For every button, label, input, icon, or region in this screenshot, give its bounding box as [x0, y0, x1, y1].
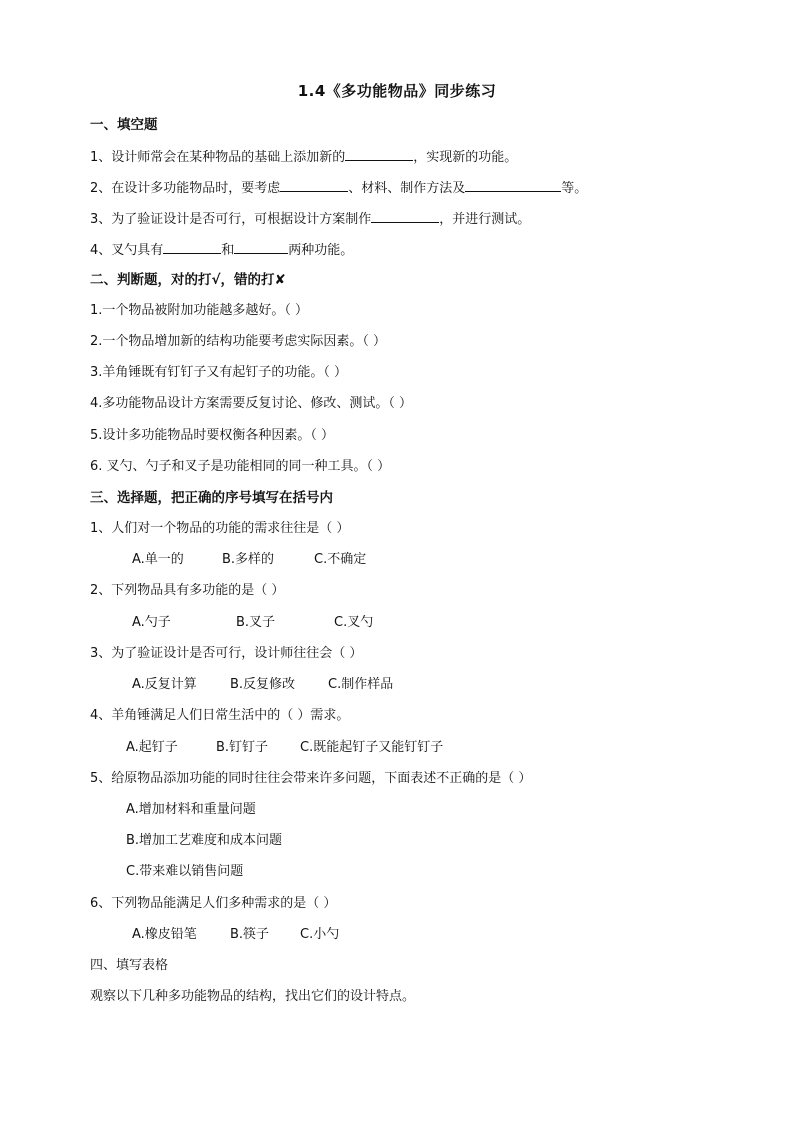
- choice-q4-options: [126, 739, 443, 757]
- fill-q2-blank-1[interactable]: [280, 178, 348, 192]
- choice-question-2: 2、下列物品具有多功能的是（ ）: [90, 583, 285, 598]
- choice-q2-option-c[interactable]: C.叉勺: [334, 615, 374, 630]
- choice-q5-option-c[interactable]: C.带来难以销售问题: [126, 864, 244, 879]
- judge-question-4: 4.多功能物品设计方案需要反复讨论、修改、测试。（ ）: [90, 396, 413, 411]
- judge-question-5: 5.设计多功能物品时要权衡各种因素。（ ）: [90, 428, 335, 443]
- judge-question-6: 6. 叉勺、勺子和叉子是功能相同的同一种工具。（ ）: [90, 459, 391, 474]
- section2-heading: 二、判断题，对的打√，错的打✘: [90, 272, 286, 288]
- choice-q5-option-a[interactable]: A.增加材料和重量问题: [126, 802, 256, 817]
- choice-q6-option-b[interactable]: B.筷子: [230, 927, 270, 942]
- choice-q1-option-a[interactable]: A.单一的: [132, 552, 184, 567]
- fill-q4-text-mid: 和: [221, 243, 235, 258]
- choice-q3-option-b[interactable]: B.反复修改: [230, 677, 296, 692]
- fill-question-3: [90, 209, 530, 229]
- judge-question-2: 2.一个物品增加新的结构功能要考虑实际因素。（ ）: [90, 334, 387, 349]
- section4-instruction: 观察以下几种多功能物品的结构，找出它们的设计特点。: [90, 989, 416, 1004]
- choice-question-6: 6、下列物品能满足人们多种需求的是（ ）: [90, 896, 337, 911]
- choice-q5-option-b[interactable]: B.增加工艺难度和成本问题: [126, 833, 283, 848]
- choice-q2-options: [132, 614, 373, 632]
- fill-q4-text-post: 两种功能。: [288, 243, 354, 258]
- choice-q1-options: [132, 551, 366, 569]
- fill-q2-text-post: 等。: [561, 181, 588, 196]
- section4-heading: 四、填写表格: [90, 958, 169, 973]
- section1-heading: 一、填空题: [90, 117, 158, 133]
- choice-q4-option-c[interactable]: C.既能起钉子又能钉钉子: [300, 740, 444, 755]
- choice-q4-option-b[interactable]: B.钉钉子: [216, 740, 269, 755]
- section3-heading: 三、选择题，把正确的序号填写在括号内: [90, 490, 333, 506]
- choice-question-3: 3、为了验证设计是否可行，设计师往往会（ ）: [90, 646, 363, 661]
- fill-q1-blank[interactable]: [345, 147, 413, 161]
- judge-question-1: 1.一个物品被附加功能越多越好。（ ）: [90, 303, 309, 318]
- fill-q4-blank-2[interactable]: [234, 240, 288, 254]
- fill-question-4: [90, 240, 353, 260]
- fill-q1-text-pre: 1、设计师常会在某种物品的基础上添加新的: [90, 150, 346, 165]
- page-title: 1.4《多功能物品》同步练习: [297, 82, 497, 100]
- choice-q2-option-a[interactable]: A.勺子: [132, 615, 171, 630]
- fill-q2-text-pre: 2、在设计多功能物品时，要考虑: [90, 181, 281, 196]
- choice-question-5: 5、给原物品添加功能的同时往往会带来许多问题，下面表述不正确的是（ ）: [90, 771, 532, 786]
- choice-q3-option-c[interactable]: C.制作样品: [328, 677, 394, 692]
- choice-q6-option-c[interactable]: C.小勺: [300, 927, 340, 942]
- fill-q3-text-pre: 3、为了验证设计是否可行，可根据设计方案制作: [90, 212, 372, 227]
- choice-q1-option-c[interactable]: C.不确定: [314, 552, 367, 567]
- choice-q3-options: [132, 676, 393, 694]
- choice-q1-option-b[interactable]: B.多样的: [222, 552, 275, 567]
- fill-q4-text-pre: 4、叉勺具有: [90, 243, 164, 258]
- fill-q4-blank-1[interactable]: [163, 240, 221, 254]
- fill-q2-text-mid: 、材料、制作方法及: [348, 181, 466, 196]
- fill-question-1: [90, 147, 517, 167]
- choice-q4-option-a[interactable]: A.起钉子: [126, 740, 178, 755]
- fill-q1-text-post: ，实现新的功能。: [413, 150, 518, 165]
- choice-q6-option-a[interactable]: A.橡皮铅笔: [132, 927, 197, 942]
- fill-q2-blank-2[interactable]: [465, 178, 561, 192]
- choice-question-4: 4、羊角锤满足人们日常生活中的（ ）需求。: [90, 708, 350, 723]
- choice-q6-options: [132, 926, 339, 944]
- judge-question-3: 3.羊角锤既有钉钉子又有起钉子的功能。（ ）: [90, 365, 348, 380]
- choice-q3-option-a[interactable]: A.反复计算: [132, 677, 197, 692]
- choice-question-1: 1、人们对一个物品的功能的需求往往是（ ）: [90, 521, 350, 536]
- fill-q3-text-post: ，并进行测试。: [439, 212, 531, 227]
- fill-question-2: [90, 178, 587, 198]
- fill-q3-blank[interactable]: [371, 209, 439, 223]
- choice-q2-option-b[interactable]: B.叉子: [236, 615, 276, 630]
